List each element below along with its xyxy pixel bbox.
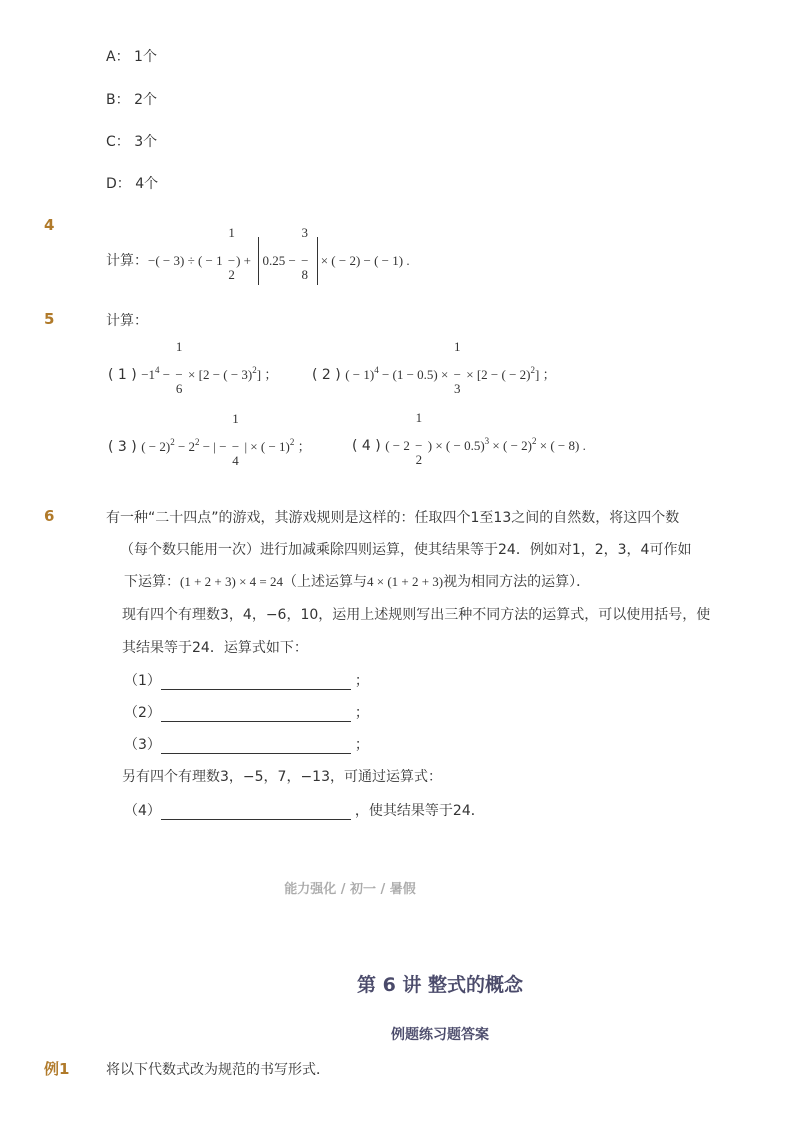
- absolute-bar-right: [317, 237, 318, 285]
- question-number: 4: [44, 216, 55, 234]
- answer-blank-3: [124, 734, 369, 754]
- fraction: 3 − 8: [301, 225, 309, 282]
- math-part: ( − 2: [385, 438, 410, 453]
- question-6-line-1: 有一种“二十四点”的游戏，其游戏规则是这样的：任取四个1至13之间的自然数，将这四个数: [106, 510, 680, 526]
- example-number: 例1: [44, 1060, 70, 1078]
- fill-in-blank[interactable]: [161, 739, 351, 754]
- text-part: 下运算：: [124, 574, 180, 590]
- expression-4: [352, 410, 586, 467]
- fraction-numerator: 1: [232, 411, 239, 426]
- question-number: 6: [44, 507, 55, 525]
- absolute-bar-left: [258, 237, 259, 285]
- option-text: 2个: [134, 92, 157, 108]
- expression-label: ( 2 ): [312, 367, 341, 383]
- text-part: （上述运算与: [282, 574, 367, 590]
- expression-label: ( 4 ): [352, 438, 381, 454]
- chapter-title: 第 6 讲 整式的概念: [356, 974, 524, 996]
- fill-in-blank[interactable]: [161, 675, 351, 690]
- question-6-line-4: 现有四个有理数3，4，−6，10，运用上述规则写出三种不同方法的运算式，可以使用括号，使: [122, 607, 711, 623]
- question-prefix: 计算：: [106, 253, 148, 269]
- math-part: | × ( − 1)$^2$ ；: [244, 437, 311, 454]
- expression-label: ( 3 ): [108, 439, 137, 455]
- fraction-denominator: 8: [301, 267, 308, 282]
- fraction: 1 − 4: [231, 411, 240, 468]
- text-part: 视为相同方法的运算）．: [443, 574, 591, 590]
- question-number: 5: [44, 310, 55, 328]
- example-1-text: 将以下代数式改为规范的书写形式．: [106, 1062, 330, 1078]
- fill-in-blank[interactable]: [161, 805, 351, 820]
- fraction-numerator: 1: [228, 225, 235, 240]
- fraction-denominator: 3: [454, 381, 461, 396]
- question-4-expression: [106, 225, 410, 285]
- blank-end: ；: [354, 705, 369, 721]
- option-label: B：: [106, 92, 130, 108]
- option-text: 4个: [135, 176, 159, 192]
- expression-2: [312, 339, 556, 396]
- question-6-line-2: （每个数只能用一次）进行加减乘除四则运算，使其结果等于24．例如对1，2，3，4可作如: [120, 542, 692, 558]
- option-a: [106, 46, 157, 66]
- answer-blank-2: [124, 702, 369, 722]
- fraction-numerator: 1: [175, 339, 183, 354]
- expression-label: ( 1 ): [108, 367, 137, 383]
- fraction-denominator: 2: [228, 267, 235, 282]
- fraction-denominator: 4: [232, 453, 239, 468]
- blank-label: （1）: [124, 673, 161, 689]
- blank-end: ；: [354, 673, 369, 689]
- expression-1: [108, 339, 278, 396]
- blank-label: （2）: [124, 705, 161, 721]
- math-part: ) +: [236, 253, 251, 268]
- fraction: 1 − 2: [415, 410, 423, 467]
- page-footer: 能力强化 / 初一 / 暑假: [284, 882, 416, 897]
- fraction-numerator: 1: [415, 410, 423, 425]
- answer-blank-4: [124, 800, 485, 820]
- option-c: [106, 131, 157, 151]
- math-part: 0.25 −: [262, 253, 296, 268]
- option-b: [106, 89, 157, 109]
- math-part: × [2 − ( − 2)$^2$] ；: [466, 365, 556, 382]
- fraction-numerator: 1: [454, 339, 461, 354]
- question-6-line-6: 另有四个有理数3，−5，7，−13，可通过运算式：: [122, 769, 442, 785]
- expression-3: [108, 411, 311, 468]
- question-6-line-3: [124, 571, 590, 591]
- question-prefix: 计算：: [106, 313, 148, 329]
- option-label: C：: [106, 134, 130, 150]
- math-part: ( − $2)^2 - 2^2$ − | −: [141, 437, 227, 454]
- question-6-line-5: 其结果等于24．运算式如下：: [122, 640, 308, 656]
- math-part: ) × ( − 0.5)$^3$ × ( − 2)$^2$ × ( − 8) .: [427, 436, 586, 453]
- fraction-denominator: 2: [415, 452, 423, 467]
- fill-in-blank[interactable]: [161, 707, 351, 722]
- math-part: (1 + 2 + 3) × 4 = 24: [180, 574, 283, 589]
- math-part: ( − 1)$^4$ − (1 − 0.5) ×: [345, 365, 449, 382]
- blank-end: ；: [354, 737, 369, 753]
- option-text: 3个: [134, 134, 158, 150]
- option-label: A：: [106, 49, 130, 65]
- math-part: × ( − 2) − ( − 1) .: [320, 253, 410, 268]
- fraction: 1 − 6: [175, 339, 183, 396]
- fraction: 1 − 3: [453, 339, 461, 396]
- math-part: −( − 3) ÷ ( − 1: [148, 253, 223, 268]
- fraction-numerator: 3: [301, 225, 308, 240]
- blank-label: （4）: [124, 803, 161, 819]
- math-part: $-1^4$ −: [141, 365, 171, 382]
- fraction-denominator: 6: [175, 381, 183, 396]
- blank-label: （3）: [124, 737, 161, 753]
- chapter-subtitle: 例题练习题答案: [391, 1027, 489, 1043]
- answer-blank-1: [124, 670, 369, 690]
- math-part: × [2 − ( − 3)$^2$] ；: [188, 365, 278, 382]
- option-text: 1个: [134, 49, 157, 65]
- option-d: [106, 173, 158, 193]
- option-label: D：: [106, 176, 131, 192]
- math-part: 4 × (1 + 2 + 3): [366, 574, 444, 589]
- fraction: 1 − 2: [227, 225, 236, 282]
- blank-end: ，使其结果等于24．: [354, 803, 485, 819]
